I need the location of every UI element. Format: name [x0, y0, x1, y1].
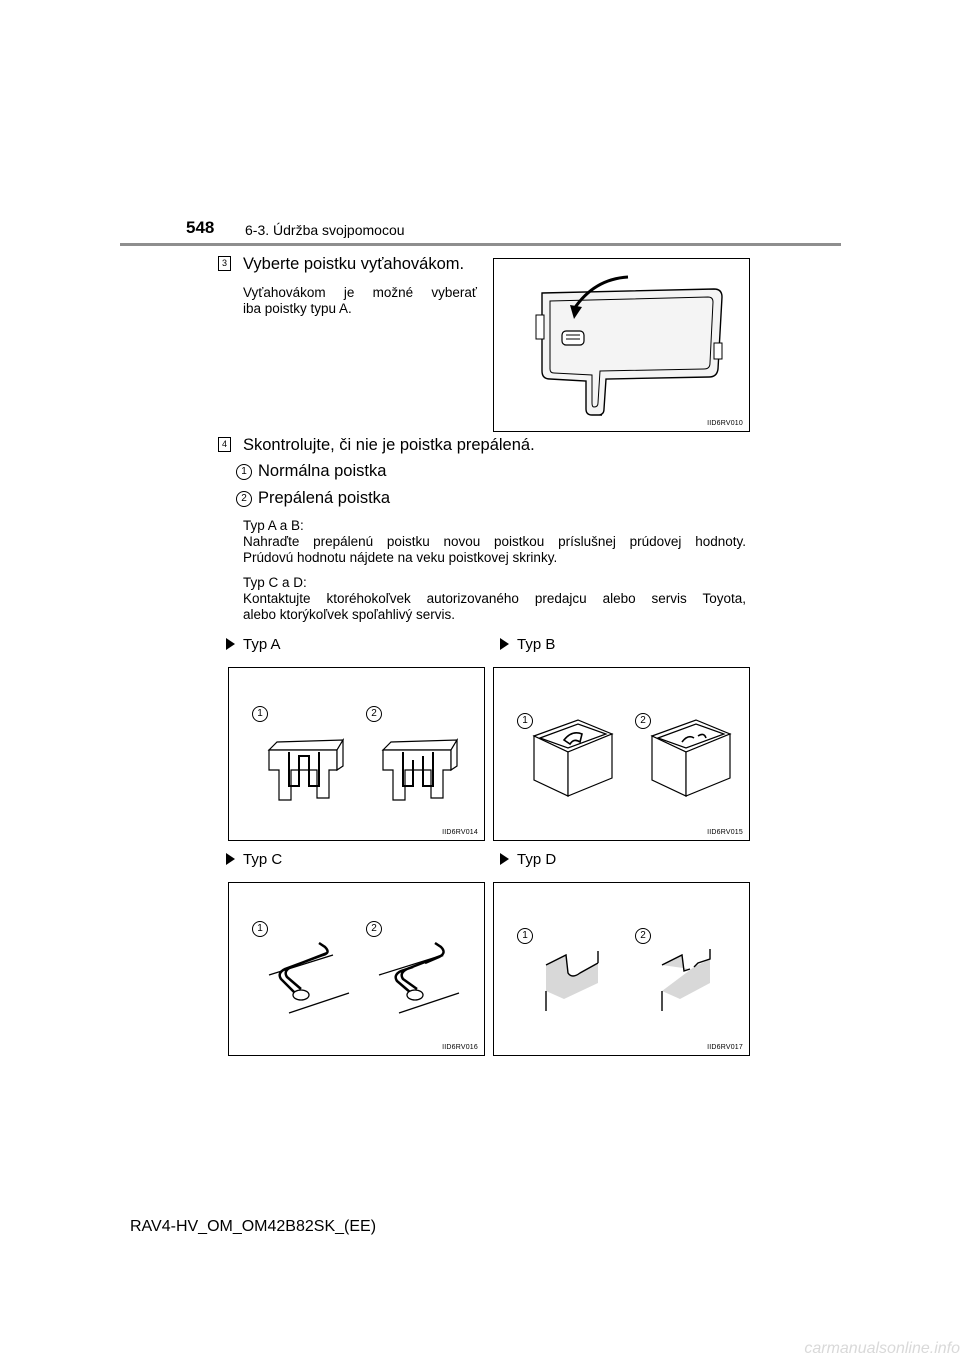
legend-2-badge: 2 — [236, 491, 252, 507]
arrow-right-triangle-icon — [500, 638, 509, 650]
type-b-fuse-illustration — [494, 668, 750, 841]
document-code: RAV4-HV_OM_OM42B82SK_(EE) — [130, 1218, 377, 1235]
callout-1: 1 — [517, 928, 533, 944]
step-3-note-line1: Vyťahovákom je možné vyberať — [243, 285, 477, 300]
type-d-heading: Typ D — [500, 851, 556, 868]
figure-code: IID6RV010 — [707, 420, 743, 427]
note-cd-line1: Kontaktujte ktoréhokoľvek autorizovaného predajcu alebo servis Toyota, — [243, 591, 746, 606]
callout-1: 1 — [252, 706, 268, 722]
legend-1-label: Normálna poistka — [258, 462, 387, 480]
type-c-heading: Typ C — [226, 851, 282, 868]
watermark: carmanualsonline.info — [804, 1340, 960, 1357]
arrow-right-triangle-icon — [226, 853, 235, 865]
header-divider — [120, 243, 841, 246]
figure-code: IID6RV016 — [442, 1044, 478, 1051]
step-4-title: Skontrolujte, či nie je poistka prepálená. — [243, 436, 535, 454]
fuse-puller-figure — [493, 258, 750, 432]
step-3-badge: 3 — [218, 256, 231, 271]
note-ab-line1: Nahraďte prepálenú poistku novou poistkou príslušnej prúdovej hodnoty. — [243, 534, 746, 549]
arrow-right-triangle-icon — [500, 853, 509, 865]
callout-2: 2 — [635, 713, 651, 729]
type-a-fuse-illustration — [229, 668, 485, 841]
type-a-heading: Typ A — [226, 636, 281, 653]
callout-2: 2 — [366, 921, 382, 937]
callout-2: 2 — [635, 928, 651, 944]
callout-1: 1 — [517, 713, 533, 729]
note-ab-line2: Prúdovú hodnotu nájdete na veku poistkovej skrinky. — [243, 550, 558, 565]
legend-2-label: Prepálená poistka — [258, 489, 391, 507]
type-d-fuse-illustration — [494, 883, 750, 1056]
figure-code: IID6RV017 — [707, 1044, 743, 1051]
type-a-figure — [228, 667, 485, 841]
type-d-figure — [493, 882, 750, 1056]
step-3-title: Vyberte poistku vyťahovákom. — [243, 255, 465, 273]
figure-code: IID6RV014 — [442, 829, 478, 836]
step-4-badge: 4 — [218, 437, 231, 452]
note-cd-title: Typ C a D: — [243, 575, 307, 590]
page-number: 548 — [186, 218, 215, 237]
section-title: 6-3. Údržba svojpomocou — [245, 222, 405, 238]
type-c-figure — [228, 882, 485, 1056]
note-ab-title: Typ A a B: — [243, 518, 304, 533]
arrow-right-triangle-icon — [226, 638, 235, 650]
legend-1-badge: 1 — [236, 464, 252, 480]
type-b-heading: Typ B — [500, 636, 555, 653]
fuse-puller-illustration — [494, 259, 750, 432]
callout-2: 2 — [366, 706, 382, 722]
type-b-figure — [493, 667, 750, 841]
callout-1: 1 — [252, 921, 268, 937]
note-cd-line2: alebo ktorýkoľvek spoľahlivý servis. — [243, 607, 455, 622]
figure-code: IID6RV015 — [707, 829, 743, 836]
type-c-fuse-illustration — [229, 883, 485, 1056]
step-3-note-line2: iba poistky typu A. — [243, 301, 352, 316]
